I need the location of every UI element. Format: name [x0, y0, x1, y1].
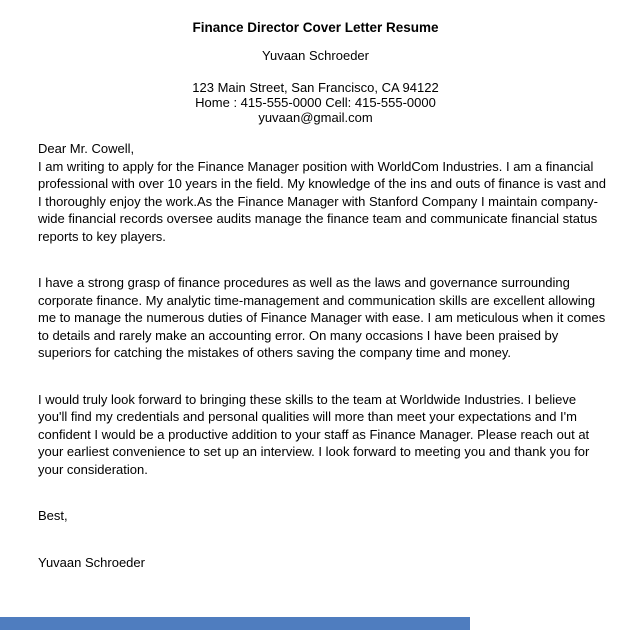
paragraph-1-text: I am writing to apply for the Finance Manager position with WorldCom Industries. I am a financial professional with over 10 years in the field. My knowledge of the ins and outs of finance is vast and I thoroughly enjoy the work.As the Finance Manager with Stanford Company I maintain company-wide financial records oversee audits manage the finance team and communicate financial status reports to key players.	[38, 158, 606, 244]
letter-closing: Best,	[38, 508, 68, 523]
salutation: Dear Mr. Cowell,	[38, 141, 135, 156]
letter-paragraph-2: I have a strong grasp of finance procedures as well as the laws and governance surrounding corporate finance. My analytic time-management and communication skills are excellent allowing me to manage the numerous duties of Finance Manager with ease. I am meticulous when it comes to details and rarely make an accounting error. On many occasions I have been praised by superiors for catching the mistakes of others saving the company time and money.	[38, 275, 606, 360]
contact-address: 123 Main Street, San Francisco, CA 94122	[192, 80, 439, 95]
contact-phone-line: Home : 415-555-0000 Cell: 415-555-0000	[195, 95, 436, 110]
letter-paragraph-3: I would truly look forward to bringing these skills to the team at Worldwide Industries. I believe you'll find my credentials and personal qualities will more than meet your expectations and I'm confident I would be a productive addition to your staff as Finance Manager. Please reach out at your earliest convenience to set up an interview. I look forward to meeting you and thank you for your consideration.	[38, 391, 590, 477]
contact-block	[0, 80, 631, 125]
footer-accent-bar	[0, 617, 470, 630]
author-name: Yuvaan Schroeder	[262, 48, 369, 63]
contact-email: yuvaan@gmail.com	[258, 110, 373, 125]
page-title: Finance Director Cover Letter Resume	[192, 20, 439, 35]
letter-paragraph-1	[38, 140, 608, 245]
letter-signature: Yuvaan Schroeder	[38, 554, 145, 570]
letter-body	[38, 140, 608, 571]
